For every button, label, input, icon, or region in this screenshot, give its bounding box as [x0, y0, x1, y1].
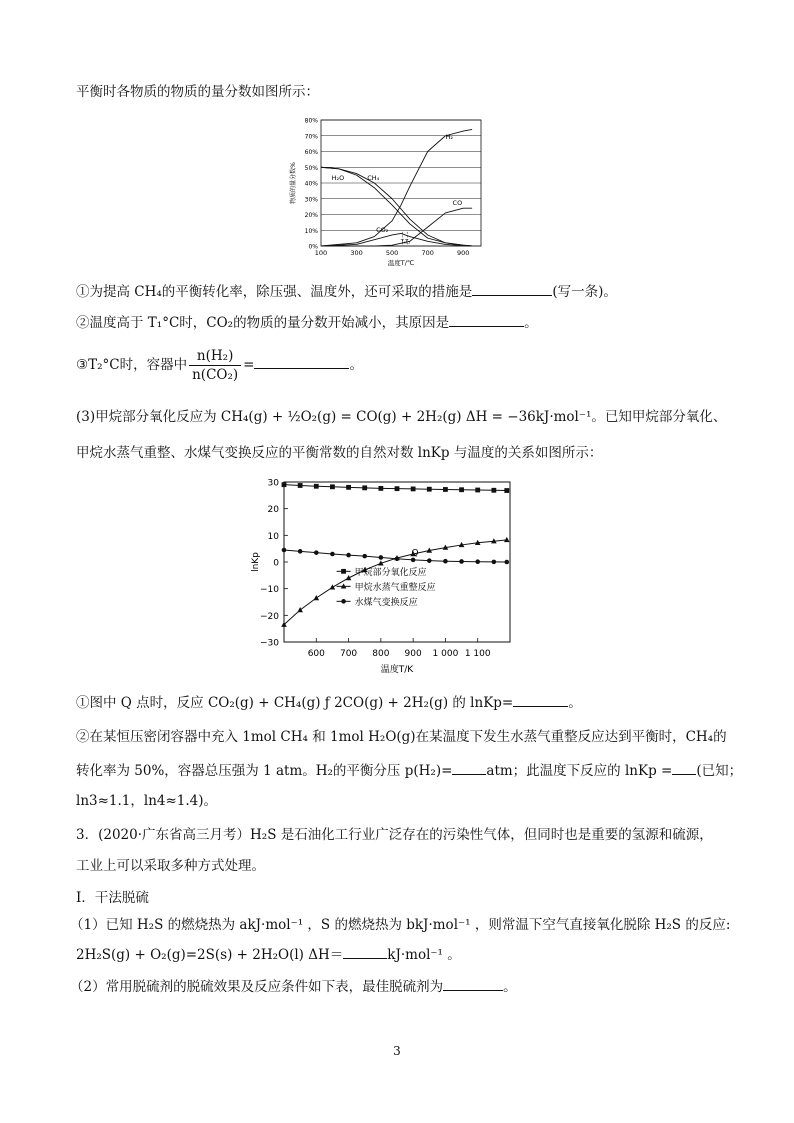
x-axis-label: 温度T/K	[380, 665, 414, 675]
data-point-square	[298, 483, 303, 488]
data-point-circle	[298, 549, 303, 554]
y-tick-label: 80%	[304, 117, 318, 125]
sub-question-2: （2）常用脱硫剂的脱硫效果及反应条件如下表，最佳脱硫剂为 。	[70, 976, 517, 997]
question-3: ③T₂°C时，容器中 $\frac{\text{n(H₂)}}{\text{n(CO₂)}}$ = 。	[76, 348, 363, 383]
y-tick-label: 20	[267, 505, 279, 516]
data-point-circle	[346, 553, 351, 558]
y-tick-label: 20%	[304, 212, 318, 219]
paragraph-3-line2: 甲烷水蒸气重整、水煤气变换反应的平衡常数的自然对数 lnKp 与温度的关系如图所示：	[76, 445, 603, 461]
x-tick-label: 700	[421, 249, 434, 257]
intro-text: 平衡时各物质的物质的量分数如图所示：	[76, 84, 319, 100]
data-point-triangle	[504, 537, 510, 542]
question-2: ②温度高于 T₁°C时，CO₂的物质的量分数开始减小，其原因是 。	[76, 312, 538, 333]
x-tick-label: 300	[350, 249, 363, 257]
question-a: ①图中 Q 点时，反应 CO₂(g) + CH₄(g) ƒ 2CO(g) + 2H₂(g) 的 lnKp= 。	[76, 692, 582, 713]
y-tick-label: −30	[260, 638, 279, 649]
data-point-circle	[314, 550, 319, 555]
y-tick-label: 60%	[304, 149, 318, 156]
sub-question-1-line2: 2H₂S(g) + O₂(g)=2S(s) + 2H₂O(l) ΔH＝ kJ·mol⁻¹ 。	[76, 944, 461, 965]
data-point-circle	[427, 558, 432, 563]
data-point-circle	[492, 560, 497, 565]
question-b-line1: ②在某恒压密闭容器中充入 1mol CH₄ 和 1mol H₂O(g)在某温度下发生水蒸气重整反应达到平衡时，CH₄的	[76, 729, 727, 745]
data-point-square	[282, 482, 287, 487]
data-point-circle	[362, 554, 367, 559]
data-point-square	[378, 486, 383, 491]
x-tick-label: 700	[339, 649, 358, 659]
data-point-circle	[282, 548, 287, 553]
question-b-line3: ln3≈1.1，ln4≈1.4)。	[76, 793, 218, 809]
answer-blank[interactable]	[672, 760, 696, 775]
data-point-triangle	[313, 595, 319, 600]
y-tick-label: −10	[260, 585, 279, 596]
data-point-square	[504, 488, 509, 493]
y-tick-label: 40%	[304, 180, 318, 188]
data-point-triangle	[330, 584, 336, 589]
series-label: H₂O	[331, 173, 345, 182]
data-point-triangle	[346, 575, 352, 580]
answer-blank[interactable]	[472, 281, 552, 296]
x-tick-label: 1 000	[432, 649, 459, 659]
data-point-square	[491, 488, 496, 493]
answer-blank[interactable]	[254, 354, 349, 369]
mole-fraction-chart	[285, 112, 495, 276]
data-point-circle	[475, 559, 480, 564]
legend-label: 水煤气变换反应	[354, 597, 418, 608]
paragraph-4-line2: 工业上可以采取多种方式处理。	[76, 858, 265, 874]
temperature-marker-label: T₁	[400, 239, 406, 246]
mole-fraction-chart-svg	[285, 112, 495, 272]
y-tick-label: 10	[267, 531, 279, 542]
series-line	[321, 208, 472, 246]
q-point-label: Q	[411, 548, 419, 559]
x-tick-label: 900	[457, 249, 470, 257]
legend-label: 甲烷部分氧化反应	[354, 567, 427, 578]
series-label: CO₂	[376, 225, 389, 234]
data-point-circle	[395, 557, 400, 562]
x-tick-label: 800	[372, 649, 390, 659]
sub-question-1-line1: （1）已知 H₂S 的燃烧热为 akJ·mol⁻¹ ，S 的燃烧热为 bkJ·mol⁻¹ ，则常温下空气直接氧化脱除 H₂S 的反应:	[70, 917, 731, 933]
data-point-circle	[504, 560, 509, 565]
series-line	[321, 129, 472, 246]
x-tick-label: 100	[314, 249, 328, 257]
x-tick-label: 900	[404, 649, 422, 659]
data-point-square	[459, 487, 464, 492]
data-point-square	[427, 487, 432, 492]
data-point-square	[362, 485, 367, 490]
data-point-circle	[459, 559, 464, 564]
series-label: H₂	[445, 132, 453, 141]
paragraph-4-line1: 3．(2020·广东省高三月考）H₂S 是石油化工行业广泛存在的污染性气体，但同时也是重要的氢源和硫源，	[76, 827, 713, 843]
y-axis-label: lnKp	[251, 552, 261, 572]
paragraph-3-line1: (3)甲烷部分氧化反应为 CH₄(g) + ½O₂(g) = CO(g) + 2H₂(g) ΔH = −36kJ·mol⁻¹。已知甲烷部分氧化、	[76, 409, 727, 425]
data-point-square	[330, 484, 335, 489]
y-tick-label: 0	[273, 558, 279, 569]
data-point-square	[443, 487, 448, 492]
data-point-square	[395, 486, 400, 491]
x-tick-label: 500	[385, 249, 399, 257]
y-tick-label: 30	[267, 478, 279, 489]
answer-blank[interactable]	[513, 692, 568, 707]
page-number: 3	[393, 1044, 401, 1058]
y-tick-label: −20	[260, 611, 279, 622]
temperature-marker-label: T₂	[405, 239, 411, 246]
x-tick-label: 1 100	[464, 649, 491, 659]
x-axis-label: 温度T/℃	[387, 259, 415, 267]
y-tick-label: 0%	[308, 243, 318, 251]
answer-blank[interactable]	[443, 976, 503, 991]
y-tick-label: 70%	[304, 133, 318, 141]
legend-marker-circle	[341, 599, 346, 604]
section-heading: Ⅰ．干法脱硫	[76, 890, 149, 906]
data-point-square	[475, 488, 480, 493]
series-label: CO	[452, 199, 463, 208]
answer-blank[interactable]	[343, 944, 387, 959]
legend-marker-square	[341, 569, 346, 574]
lnkp-chart	[246, 470, 536, 682]
data-point-triangle	[297, 607, 303, 612]
y-tick-label: 10%	[304, 227, 318, 235]
answer-blank[interactable]	[452, 760, 486, 775]
y-tick-label: 30%	[304, 196, 318, 204]
data-point-circle	[443, 559, 448, 564]
y-axis-label: 物质的量分数%	[290, 162, 297, 204]
question-b-line2: 转化率为 50%，容器总压强为 1 atm。H₂的平衡分压 p(H₂)= atm；此温度下反应的 lnKp = (已知；	[76, 760, 742, 781]
data-point-circle	[379, 555, 384, 560]
data-point-circle	[330, 552, 335, 557]
question-1: ①为提高 CH₄的平衡转化率，除压强、温度外，还可采取的措施是 (写一条)。	[76, 281, 617, 302]
data-point-square	[346, 485, 351, 490]
data-point-square	[314, 484, 319, 489]
y-tick-label: 50%	[304, 164, 318, 172]
legend-label: 甲烷水蒸气重整反应	[354, 582, 436, 593]
series-label: CH₄	[367, 173, 380, 182]
answer-blank[interactable]	[449, 312, 524, 327]
data-point-square	[411, 487, 416, 492]
fraction: $\frac{\text{n(H₂)}}{\text{n(CO₂)}}$	[189, 347, 241, 384]
lnkp-chart-svg	[246, 470, 536, 678]
x-tick-label: 600	[307, 649, 325, 659]
